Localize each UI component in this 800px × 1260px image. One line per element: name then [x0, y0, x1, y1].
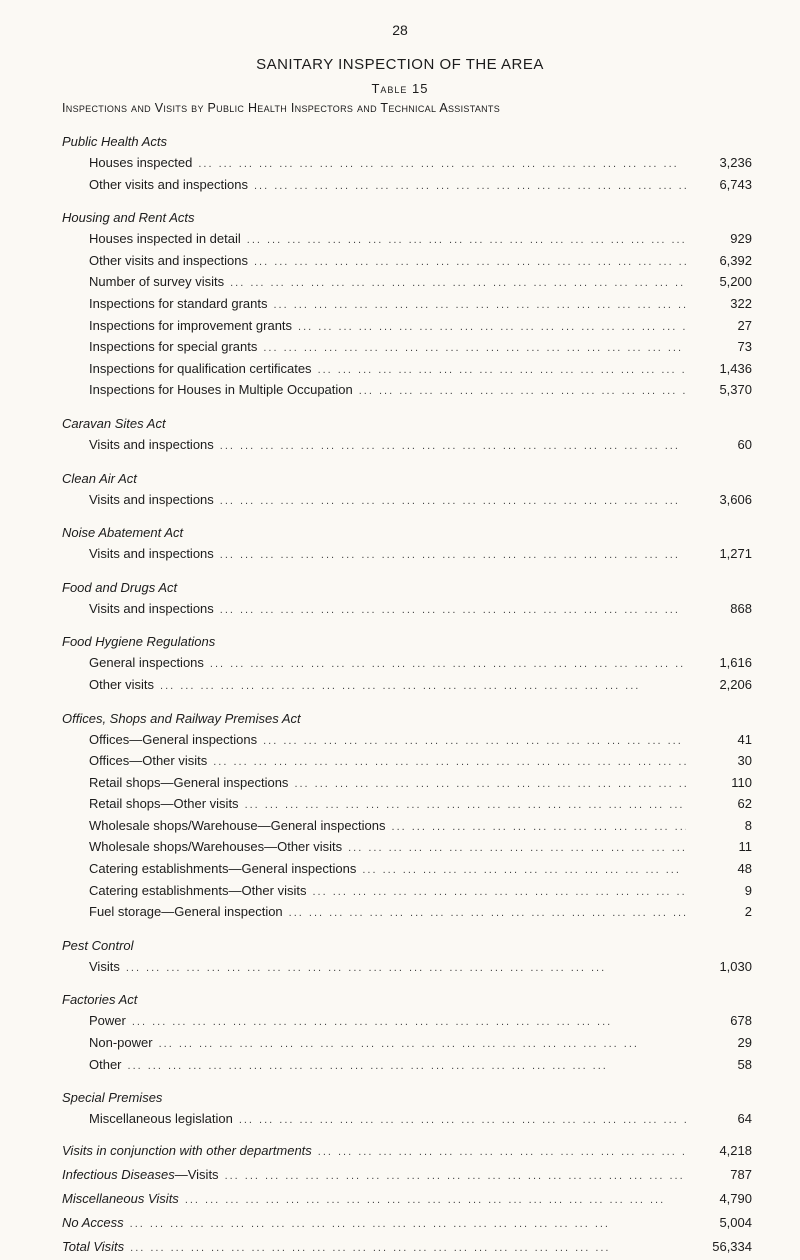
row-value: 8 — [744, 817, 752, 833]
row-label: Retail shops—Other visits — [89, 796, 239, 812]
summary-label-text: Visits in conjunction with other departments — [62, 1142, 312, 1158]
table-row — [62, 858, 752, 880]
leader-dots — [159, 1034, 686, 1056]
leader-dots — [263, 731, 686, 753]
row-value: 2,206 — [719, 676, 752, 692]
inspection-table — [62, 128, 752, 1259]
summary-label — [62, 1211, 124, 1235]
section-heading: Factories Act — [62, 992, 138, 1008]
leader-dots — [126, 958, 686, 980]
leader-dots — [289, 903, 686, 925]
table-row — [62, 815, 752, 837]
table-row — [62, 434, 752, 456]
summary-row — [62, 1163, 752, 1187]
leader-dots — [247, 230, 686, 252]
row-value: 1,436 — [719, 360, 752, 376]
summary-row — [62, 1139, 752, 1163]
leader-dots — [359, 381, 686, 403]
leader-dots — [220, 545, 686, 567]
row-label: Retail shops—General inspections — [89, 774, 289, 790]
row-value: 3,606 — [719, 491, 752, 507]
table-row — [62, 674, 752, 696]
table-row — [62, 271, 752, 293]
section-heading: Clean Air Act — [62, 470, 137, 486]
row-label: Number of survey visits — [89, 274, 225, 290]
summary-value: 56,334 — [712, 1238, 752, 1254]
leader-dots — [254, 176, 686, 198]
leader-dots — [220, 436, 686, 458]
row-label: Visits and inspections — [89, 600, 214, 616]
section-heading: Pest Control — [62, 937, 134, 953]
summary-label-suffix: —Visits — [174, 1166, 219, 1182]
table-section — [62, 132, 752, 195]
leader-dots — [294, 774, 686, 796]
leader-dots — [230, 273, 686, 295]
table-section — [62, 923, 752, 978]
row-value: 48 — [737, 861, 752, 877]
row-value: 110 — [731, 774, 752, 790]
leader-dots — [312, 882, 686, 904]
page-number: 28 — [392, 22, 408, 38]
leader-dots — [225, 1164, 686, 1188]
leader-dots — [130, 1212, 686, 1236]
table-row — [62, 1054, 752, 1076]
table-section — [62, 565, 752, 620]
row-label: Inspections for improvement grants — [89, 317, 293, 333]
leader-dots — [210, 654, 686, 676]
summary-label-text: Miscellaneous Visits — [62, 1190, 179, 1206]
table-section — [62, 977, 752, 1075]
summary-label — [62, 1187, 179, 1211]
row-label: Inspections for special grants — [89, 339, 258, 355]
table-row — [62, 1032, 752, 1054]
summary-label — [62, 1235, 124, 1259]
row-label: Other — [89, 1056, 122, 1072]
section-heading: Offices, Shops and Railway Premises Act — [62, 710, 301, 726]
leader-dots — [392, 817, 686, 839]
row-label: Houses inspected in detail — [89, 231, 241, 247]
summary-label — [62, 1139, 312, 1163]
row-value: 2 — [744, 904, 752, 920]
leader-dots — [239, 1110, 686, 1132]
leader-dots — [318, 360, 686, 382]
leader-dots — [130, 1236, 686, 1260]
table-row — [62, 293, 752, 315]
leader-dots — [274, 295, 687, 317]
table-row — [62, 836, 752, 858]
row-value: 3,236 — [719, 155, 752, 170]
summary-row — [62, 1211, 752, 1235]
row-label: Fuel storage—General inspection — [89, 904, 283, 920]
summary-label — [62, 1163, 219, 1187]
table-section — [62, 696, 752, 923]
row-label: Catering establishments—Other visits — [89, 882, 307, 898]
summary-row — [62, 1187, 752, 1211]
summary-label-text: No Access — [62, 1214, 124, 1230]
leader-dots — [185, 1188, 686, 1212]
summary-row — [62, 1235, 752, 1259]
row-value: 5,200 — [719, 274, 752, 290]
leader-dots — [263, 338, 686, 360]
leader-dots — [213, 752, 686, 774]
table-section — [62, 456, 752, 511]
section-heading: Housing and Rent Acts — [62, 210, 195, 226]
row-label: Other visits and inspections — [89, 252, 248, 268]
row-label: Inspections for standard grants — [89, 295, 268, 311]
table-row — [62, 336, 752, 358]
section-heading: Noise Abatement Act — [62, 525, 184, 541]
row-value: 6,743 — [719, 176, 752, 192]
row-label: Offices—Other visits — [89, 753, 208, 769]
row-value: 6,392 — [719, 252, 752, 268]
table-section — [62, 195, 752, 401]
row-label: Visits and inspections — [89, 546, 214, 562]
row-label: Inspections for Houses in Multiple Occupation — [89, 382, 353, 398]
row-value: 58 — [737, 1056, 752, 1072]
row-value: 73 — [737, 339, 752, 355]
leader-dots — [198, 154, 686, 176]
leader-dots — [220, 491, 686, 513]
table-row — [62, 250, 752, 272]
row-value: 1,271 — [719, 546, 752, 562]
summary-value: 4,218 — [719, 1142, 752, 1158]
leader-dots — [318, 1140, 686, 1164]
row-label: Wholesale shops/Warehouses—Other visits — [89, 839, 343, 855]
section-heading: Food Hygiene Regulations — [62, 634, 216, 650]
leader-dots — [128, 1056, 686, 1078]
row-value: 30 — [737, 753, 752, 769]
row-label: Power — [89, 1013, 126, 1029]
leader-dots — [298, 317, 686, 339]
table-section — [62, 619, 752, 695]
summary-label-text: Total Visits — [62, 1238, 125, 1254]
table-section — [62, 401, 752, 456]
leader-dots — [254, 252, 686, 274]
leader-dots — [160, 676, 686, 698]
section-heading: Food and Drugs Act — [62, 579, 178, 595]
row-value: 11 — [738, 839, 752, 855]
table-row — [62, 174, 752, 196]
page-title: SANITARY INSPECTION OF THE AREA — [256, 56, 544, 73]
row-value: 1,030 — [719, 958, 752, 974]
row-value: 9 — [744, 882, 752, 898]
table-row — [62, 152, 752, 174]
row-label: Other visits — [89, 676, 155, 692]
table-row — [62, 772, 752, 794]
table-row — [62, 956, 752, 978]
table-row — [62, 793, 752, 815]
table-row — [62, 598, 752, 620]
summary-label-text: Infectious Diseases — [62, 1166, 175, 1182]
row-label: Non-power — [89, 1035, 153, 1051]
summary-value: 4,790 — [719, 1190, 752, 1206]
row-label: Visits and inspections — [89, 436, 214, 452]
section-heading: Public Health Acts — [62, 134, 168, 149]
row-label: Visits and inspections — [89, 491, 214, 507]
row-value: 678 — [730, 1013, 752, 1029]
table-row — [62, 729, 752, 751]
leader-dots — [132, 1012, 686, 1034]
row-value: 41 — [737, 731, 752, 747]
row-label: Wholesale shops/Warehouse—General inspections — [89, 817, 386, 833]
row-value: 64 — [737, 1111, 752, 1127]
row-label: General inspections — [89, 655, 204, 671]
table-row — [62, 750, 752, 772]
table-row — [62, 1010, 752, 1032]
table-row — [62, 228, 752, 250]
section-heading: Special Premises — [62, 1090, 163, 1106]
row-value: 868 — [730, 600, 752, 616]
leader-dots — [348, 838, 686, 860]
row-value: 5,370 — [719, 382, 752, 398]
table-row — [62, 652, 752, 674]
leader-dots — [220, 600, 686, 622]
leader-dots — [362, 860, 686, 882]
row-value: 27 — [737, 317, 752, 333]
row-value: 929 — [730, 231, 752, 247]
row-label: Other visits and inspections — [89, 176, 248, 192]
row-label: Offices—General inspections — [89, 731, 258, 747]
table-section — [62, 510, 752, 565]
row-label: Catering establishments—General inspections — [89, 861, 357, 877]
table-subtitle: Inspections and Visits by Public Health Inspectors and Technical Assistants — [62, 101, 501, 115]
row-label: Inspections for qualification certificates — [89, 360, 312, 376]
row-label: Houses inspected — [89, 155, 193, 170]
table-row — [62, 1108, 752, 1130]
table-row — [62, 379, 752, 401]
row-label: Miscellaneous legislation — [89, 1111, 233, 1127]
table-row — [62, 901, 752, 923]
section-heading: Caravan Sites Act — [62, 415, 166, 431]
table-label: Table 15 — [371, 81, 429, 96]
row-value: 1,616 — [719, 655, 752, 671]
row-value: 62 — [737, 796, 752, 812]
table-row — [62, 315, 752, 337]
row-value: 322 — [730, 295, 752, 311]
table-row — [62, 358, 752, 380]
table-section — [62, 1075, 752, 1130]
row-label: Visits — [89, 958, 120, 974]
table-row — [62, 489, 752, 511]
summary-value: 5,004 — [719, 1214, 752, 1230]
table-row — [62, 880, 752, 902]
summary-value: 787 — [730, 1166, 752, 1182]
row-value: 29 — [737, 1035, 752, 1051]
table-row — [62, 543, 752, 565]
row-value: 60 — [737, 436, 752, 452]
leader-dots — [245, 795, 686, 817]
